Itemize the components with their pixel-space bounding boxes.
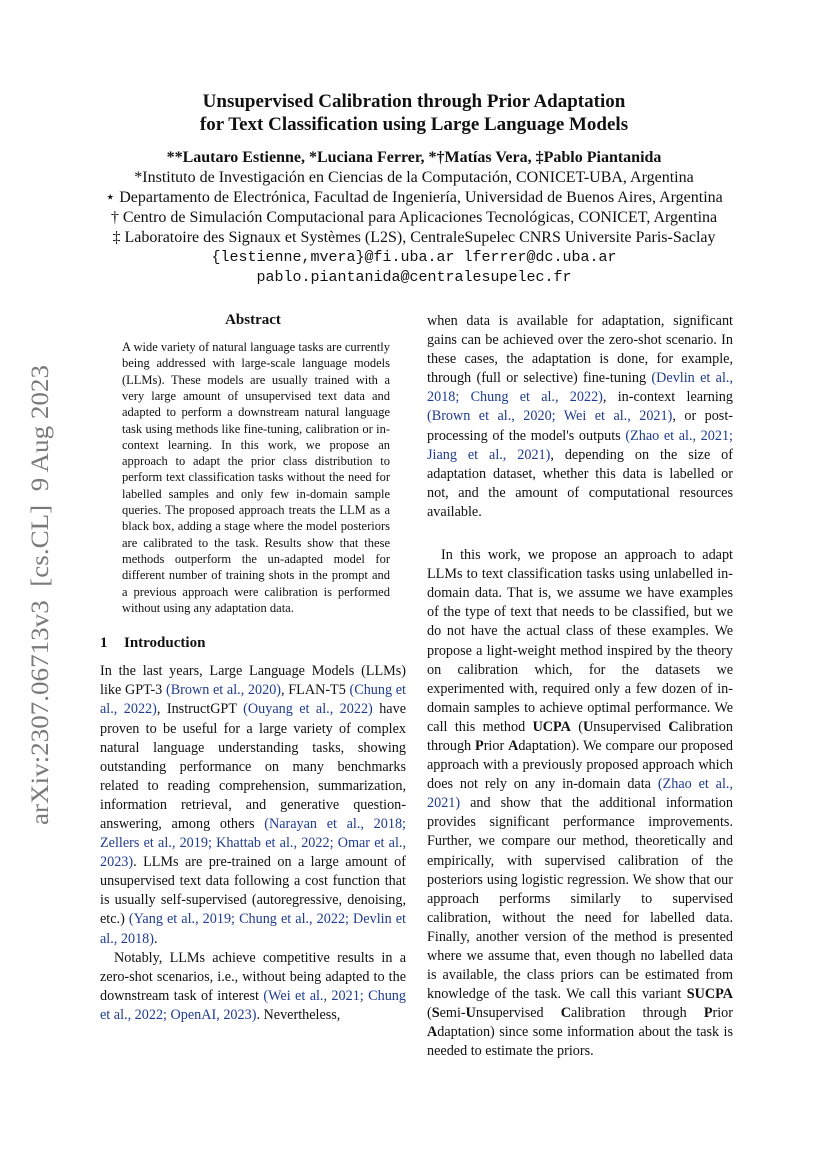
affiliation-1: *Instituto de Investigación en Ciencias de la Computación, CONICET-UBA, Argentina [134,169,694,186]
affiliation-3: † Centro de Simulación Computacional para Aplicaciones Tecnológicas, CONICET, Argentina [110,209,718,226]
citation-link[interactable]: (Chung et al., 2022) [100,682,406,718]
author-names: **Lautaro Estienne, *Luciana Ferrer, *†Matías Vera, ‡Pablo Piantanida [166,149,662,166]
intro-paragraph-1: In the last years, Large Language Models (LLMs) like GPT-3 (Brown et al., 2020), FLAN-T5 (Chung et al., 2022), InstructGPT (Ouyang et al., 2022) have proven to be useful for a large variety of complex natural language understanding tasks, showing outstanding performance on many benchmarks related to reading comprehension, summarization, information retrieval, and generative question-answering, among others (Narayan et al., 2018; Zellers et al., 2019; Khattab et al., 2022; Omar et al., 2023). LLMs are pre-trained on a large amount of unsupervised text data following a cost function that is usually self-supervised (autoregressive, denoising, etc.) (Yang et al., 2019; Chung et al., 2022; Devlin et al., 2018). [100,663,406,947]
author-emails-1: {lestienne,mvera}@fi.uba.ar lferrer@dc.uba.ar [211,249,617,266]
citation-link[interactable]: (Brown et al., 2020) [165,682,282,699]
intro-paragraph-3: In this work, we propose an approach to adapt LLMs to text classification tasks using unlabelled in-domain data. That is, we assume we have examples of the type of text that needs to be classified, but we do not have the actual class of these examples. We propose a light-weight method inspired by the theory on calibration which, for the datasets we experimented with, required only a few dozen of in-domain samples to achieve optimal performance. We call this method UCPA (Unsupervised Calibration through Prior Adaptation). We compare our proposed approach with a previously proposed approach which does not rely on any in-domain data (Zhao et al., 2021) and show that the additional information provides significant performance improvements. Further, we compare our method, theoretically and empirically, with supervised calibration of the posteriors using logistic regression. We show that our approach performs similarly to supervised calibration, without the need for labelled data. Finally, another version of the method is presented where we assume that, even though no labelled data is available, the class priors can be estimated from knowledge of the task. We call this variant SUCPA (Semi-Unsupervised Calibration through Prior Adaptation) since some information about the task is needed to estimate the priors. [427,547,733,1060]
bold-term: C [668,718,679,735]
left-column [100,311,406,1025]
section-title: Introduction [124,635,206,652]
title-line-2: for Text Classification using Large Language Models [199,114,629,135]
abstract-heading: Abstract [225,312,281,328]
section-heading-introduction [100,634,406,653]
bold-term: P [703,1005,713,1022]
citation-link[interactable]: (Wei et al., 2021; Chung et al., 2022; OpenAI, 2023) [100,987,406,1023]
citation-link[interactable]: (Zhao et al., 2021; Jiang et al., 2021) [427,427,733,463]
bold-term: A [427,1024,438,1041]
bold-term: U [583,718,594,735]
affiliation-2: ⋆ Departamento de Electrónica, Facultad de Ingeniería, Universidad de Buenos Aires, Argentina [105,189,723,206]
bold-term: P [475,737,484,754]
bold-term: SUCPA [686,986,733,1003]
citation-link[interactable]: (Devlin et al., 2018; Chung et al., 2022) [427,370,733,406]
intro-paragraph-2-continued: when data is available for adaptation, significant gains can be achieved over the zero-shot scenario. In these cases, the adaptation is done, for example, through (full or selective) fine-tuning (Devlin et al., 2018; Chung et al., 2022), in-context learning (Brown et al., 2020; Wei et al., 2021), or post-processing of the model's outputs (Zhao et al., 2021; Jiang et al., 2021), depending on the size of adaptation dataset, whether this data is labelled or not, and the amount of computational resources available. [427,313,733,520]
citation-link[interactable]: (Zhao et al., 2021) [427,776,733,812]
abstract-body: A wide variety of natural language tasks are currently being addressed with large-scale language models (LLMs). These models are usually trained with a very large amount of unsupervised text data and adapted to perform a downstream natural language task using methods like fine-tuning, calibration or in-context learning. In this work, we propose an approach to adapt the prior class distribution to perform text classification tasks without the need for labelled samples and only few in-domain sample queries. The proposed approach treats the LLM as a black box, adding a stage where the model posteriors are calibrated to the task. Results show that these methods outperform the un-adapted model for different number of training shots in the prompt and a previous approach were calibration is performed without using any adaptation data. [122,340,390,615]
paper-title [100,90,728,136]
author-emails-2: pablo.piantanida@centralesupelec.fr [256,269,572,286]
bold-term: A [508,737,519,754]
bold-term: U [465,1005,476,1022]
citation-link[interactable]: (Yang et al., 2019; Chung et al., 2022; Devlin et al., 2018) [100,911,406,947]
arxiv-identifier-stamp [21,365,57,825]
citation-link[interactable]: (Brown et al., 2020; Wei et al., 2021) [427,408,673,425]
intro-paragraph-2: Notably, LLMs achieve competitive results in a zero-shot scenarios, i.e., without being adapted to the downstream task of interest (Wei et al., 2021; Chung et al., 2022; OpenAI, 2023). Nevertheless, [100,949,406,1023]
citation-link[interactable]: (Ouyang et al., 2022) [243,701,373,718]
title-line-1: Unsupervised Calibration through Prior Adaptation [202,91,626,112]
bold-term: UCPA [532,718,571,735]
section-number: 1 [100,635,108,652]
author-block [100,148,728,288]
citation-link[interactable]: (Narayan et al., 2018; Zellers et al., 2019; Khattab et al., 2022; Omar et al., 2023) [100,815,406,871]
right-column [427,312,733,1062]
affiliation-4: ‡ Laboratoire des Signaux et Systèmes (L2S), CentraleSupelec CNRS Universite Paris-Saclay [112,229,716,246]
bold-term: S [431,1005,440,1022]
arxiv-identifier-text: arXiv:2307.06713v3 [cs.CL] 9 Aug 2023 [27,400,54,825]
bold-term: C [560,1005,572,1022]
